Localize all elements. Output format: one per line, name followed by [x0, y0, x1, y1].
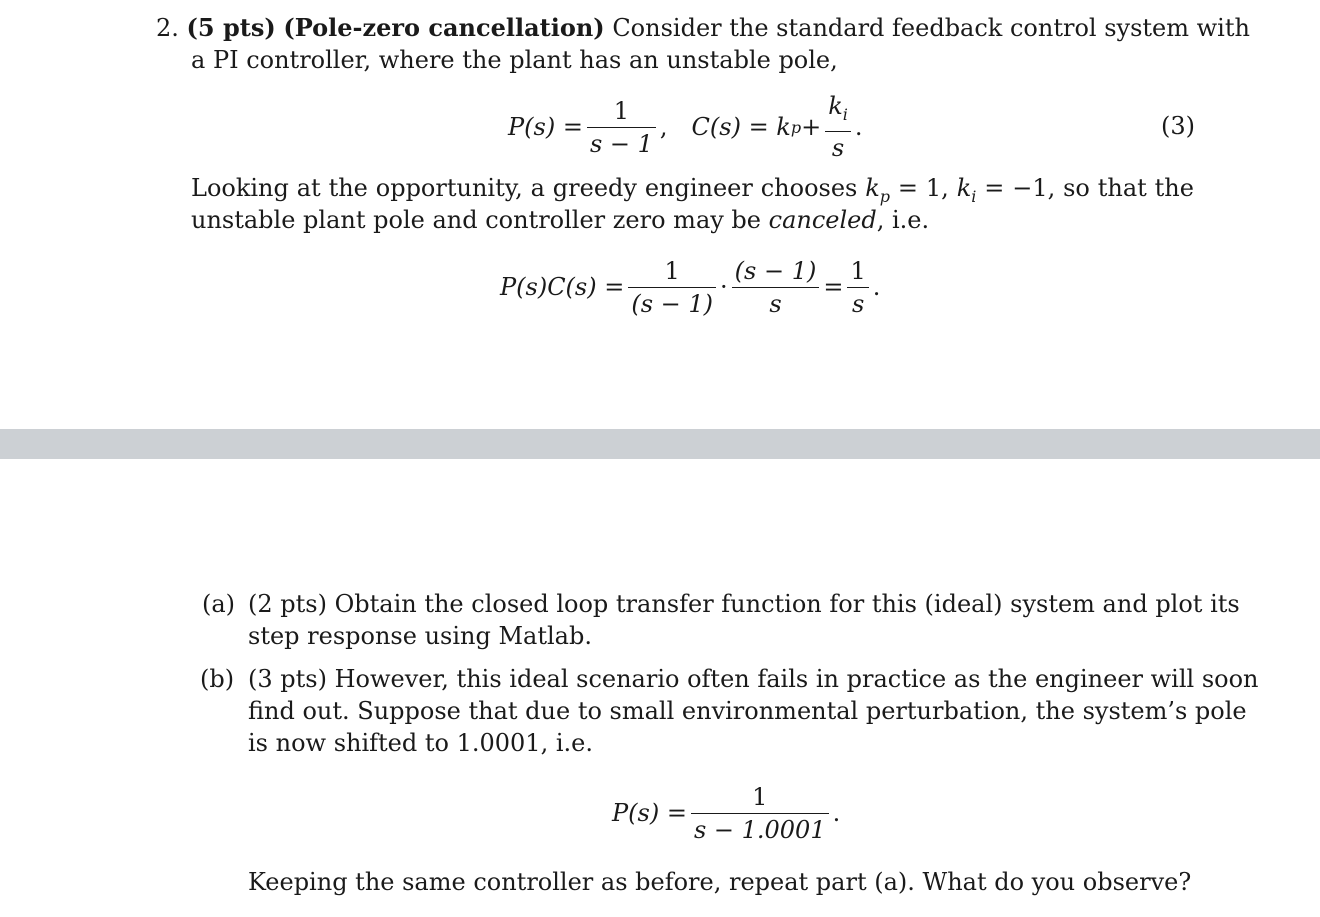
greedy-text-c: = 1, — [897, 174, 949, 202]
perturbed-period: . — [832, 799, 841, 827]
eq3-plant-num: 1 — [613, 96, 630, 125]
part-b-line-3: is now shifted to 1.0001, i.e. — [248, 729, 593, 757]
greedy-kp: k — [865, 174, 880, 202]
equation-number: (3) — [1161, 112, 1195, 140]
part-b-label: (b) — [200, 665, 235, 693]
cancel-equals: = — [823, 273, 844, 301]
eq3-plus: + — [801, 113, 822, 141]
eq3-ctrl-sub: p — [790, 117, 802, 137]
cancel-den-1: (s − 1) — [631, 289, 714, 318]
cancel-num-2: (s − 1) — [734, 256, 817, 285]
perturbed-den: s − 1.0001 — [693, 815, 826, 844]
greedy-ki-sub: i — [971, 186, 977, 206]
eq3-ctrl-lhs: C(s) = k — [691, 113, 791, 141]
eq3-comma: , — [659, 113, 668, 141]
cancel-dot: · — [720, 273, 728, 301]
eq3-plant-fraction — [587, 97, 656, 158]
part-a-line-1: (2 pts) Obtain the closed loop transfer function for this (ideal) system and plot its — [248, 590, 1240, 618]
perturbed-fraction — [691, 783, 829, 844]
cancel-fraction-2 — [732, 257, 820, 318]
eq3-ctrl-num — [825, 92, 851, 129]
cancel-den-3: s — [851, 289, 865, 318]
cancellation-equation — [500, 252, 880, 322]
eq3-ctrl-num-sub: i — [842, 104, 848, 124]
part-a-line-2: step response using Matlab. — [248, 622, 592, 650]
greedy-text-e: = −1, so that the — [984, 174, 1194, 202]
problem-number: 2. — [156, 14, 179, 42]
problem-points: (5 pts) — [186, 13, 276, 42]
page-separator-band — [0, 429, 1320, 459]
eq3-ctrl-den: s — [831, 133, 845, 162]
cancel-num-1: 1 — [664, 256, 680, 285]
cancel-den-2: s — [769, 289, 782, 318]
part-b-line-1: (3 pts) However, this ideal scenario often fails in practice as the engineer will soon — [248, 665, 1259, 693]
eq3-ctrl-num-k: k — [828, 92, 843, 121]
part-b-line-2: find out. Suppose that due to small environmental perturbation, the system’s pole — [248, 697, 1247, 725]
part-b-final: Keeping the same controller as before, repeat part (a). What do you observe? — [248, 868, 1192, 896]
cancel-lhs: P(s)C(s) = — [500, 273, 625, 301]
greedy-line2-a: unstable plant pole and controller zero may be — [191, 206, 761, 234]
eq3-ctrl-fraction — [825, 92, 851, 162]
eq3-period: . — [854, 113, 863, 141]
problem-title: (Pole-zero cancellation) — [283, 13, 605, 42]
greedy-ki: k — [956, 174, 972, 202]
greedy-line-2 — [191, 204, 929, 236]
part-a-label: (a) — [202, 590, 236, 618]
greedy-line2-c: , i.e. — [876, 206, 930, 234]
cancel-num-3: 1 — [850, 256, 866, 285]
equation-3 — [508, 92, 863, 162]
perturbed-num: 1 — [752, 782, 768, 811]
perturbed-lhs: P(s) = — [612, 799, 687, 827]
greedy-text-a: Looking at the opportunity, a greedy engineer chooses — [191, 174, 858, 202]
cancel-fraction-3 — [847, 257, 868, 318]
cancel-fraction-1 — [628, 257, 716, 318]
intro-line-2: a PI controller, where the plant has an unstable pole, — [191, 46, 838, 74]
eq3-plant-den: s − 1 — [589, 129, 653, 158]
perturbed-plant-equation — [612, 778, 840, 848]
intro-line-1: Consider the standard feedback control system with — [612, 14, 1250, 42]
cancel-period: . — [872, 273, 881, 301]
greedy-kp-sub: p — [879, 186, 891, 206]
greedy-canceled: canceled — [768, 206, 877, 234]
problem-header — [156, 12, 1250, 44]
eq3-plant-lhs: P(s) = — [508, 113, 583, 141]
